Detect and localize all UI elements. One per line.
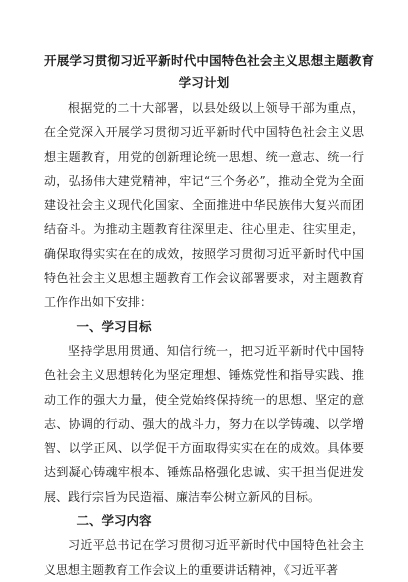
section-heading-learning-goals: 一、学习目标 <box>76 318 152 334</box>
intro-paragraph: 根据党的二十大部署，以县处级以上领导干部为重点，在全党深入开展学习贯彻习近平新时代中国特色社会主义思想主题教育，用党的创新理论统一思想、统一意志、统一行动，弘扬伟大建党精神，牢记“三个务必”，推动全党为全面建设社会主义现代化国家、全面推进中华民族伟大复兴而团结奋斗。为推动主题教育往深里走、往心里走、往实里走，确保取得实实在在的成效，按照学习贯彻习近平新时代中国特色社会主义思想主题教育工作会议部署要求，对主题教育工作作出如下安排： <box>44 101 364 310</box>
section-heading-learning-content: 二、学习内容 <box>76 513 152 529</box>
document-subtitle: 学习计划 <box>178 75 230 90</box>
section-body-learning-content: 习近平总书记在学习贯彻习近平新时代中国特色社会主义思想主题教育工作会议上的重要讲话精神，《习近平著 <box>44 538 364 577</box>
document-title: 开展学习贯彻习近平新时代中国特色社会主义思想主题教育 <box>44 53 375 68</box>
section-body-learning-goals: 坚持学思用贯通、知信行统一，把习近平新时代中国特色社会主义思想转化为坚定理想、锤炼党性和指导实践、推动工作的强大力量，使全党始终保持统一的思想、坚定的意志、协调的行动、强大的战斗力，努力在以学铸魂、以学增智、以学正风、以学促干方面取得实实在在的成效。具体要达到凝心铸魂牢根本、锤炼品格强化忠诚、实干担当促进发展、践行宗旨为民造福、廉洁奉公树立新风的目标。 <box>44 343 364 504</box>
